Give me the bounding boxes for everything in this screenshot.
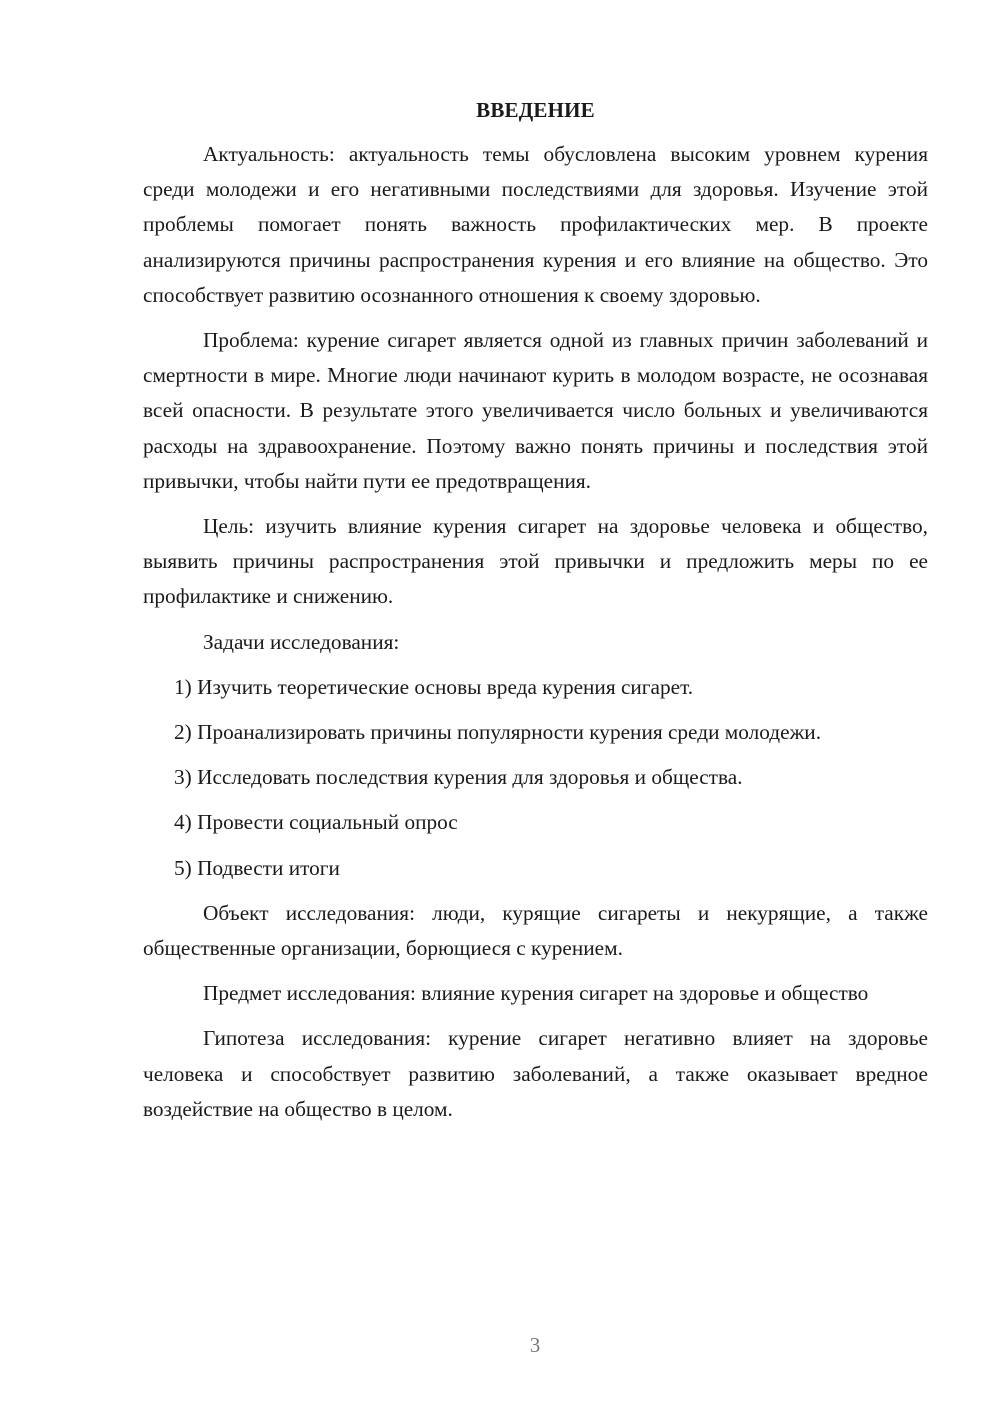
object-paragraph: Объект исследования: люди, курящие сигареты и некурящие, а также общественные организации, борющиеся с курением. [143, 900, 928, 961]
tasks-heading: Задачи исследования: [203, 629, 400, 654]
task-item-5: 5) Подвести итоги [174, 855, 340, 880]
task-item-3: 3) Исследовать последствия курения для здоровья и общества. [174, 765, 743, 790]
page-number: 3 [529, 1333, 541, 1357]
relevance-paragraph: Актуальность: актуальность темы обусловлена высоким уровнем курения среди молодежи и его негативными последствиями для здоровья. Изучение этой проблемы помогает понять важность профилактических мер. В проекте анализируются причины распространения курения и его влияние на общество. Это способствует развитию осознанного отношения к своему здоровью. [143, 142, 928, 307]
goal-paragraph: Цель: изучить влияние курения сигарет на здоровье человека и общество, выявить причины распространения этой привычки и предложить меры по ее профилактике и снижению. [143, 514, 928, 609]
task-item-4: 4) Провести социальный опрос [174, 810, 458, 835]
page-content [143, 95, 928, 1127]
problem-paragraph: Проблема: курение сигарет является одной из главных причин заболеваний и смертности в мире. Многие люди начинают курить в молодом возрасте, не осознавая всей опасности. В результате этого увеличивается число больных и увеличиваются расходы на здравоохранение. Поэтому важно понять причины и последствия этой привычки, чтобы найти пути ее предотвращения. [143, 328, 928, 493]
hypothesis-paragraph: Гипотеза исследования: курение сигарет негативно влияет на здоровье человека и способствует развитию заболеваний, а также оказывает вредное воздействие на общество в целом. [143, 1026, 928, 1121]
page-title: ВВЕДЕНИЕ [476, 98, 595, 122]
task-item-2: 2) Проанализировать причины популярности курения среди молодежи. [174, 720, 822, 745]
subject-paragraph: Предмет исследования: влияние курения сигарет на здоровье и общество [203, 981, 869, 1006]
task-item-1: 1) Изучить теоретические основы вреда курения сигарет. [174, 674, 694, 699]
